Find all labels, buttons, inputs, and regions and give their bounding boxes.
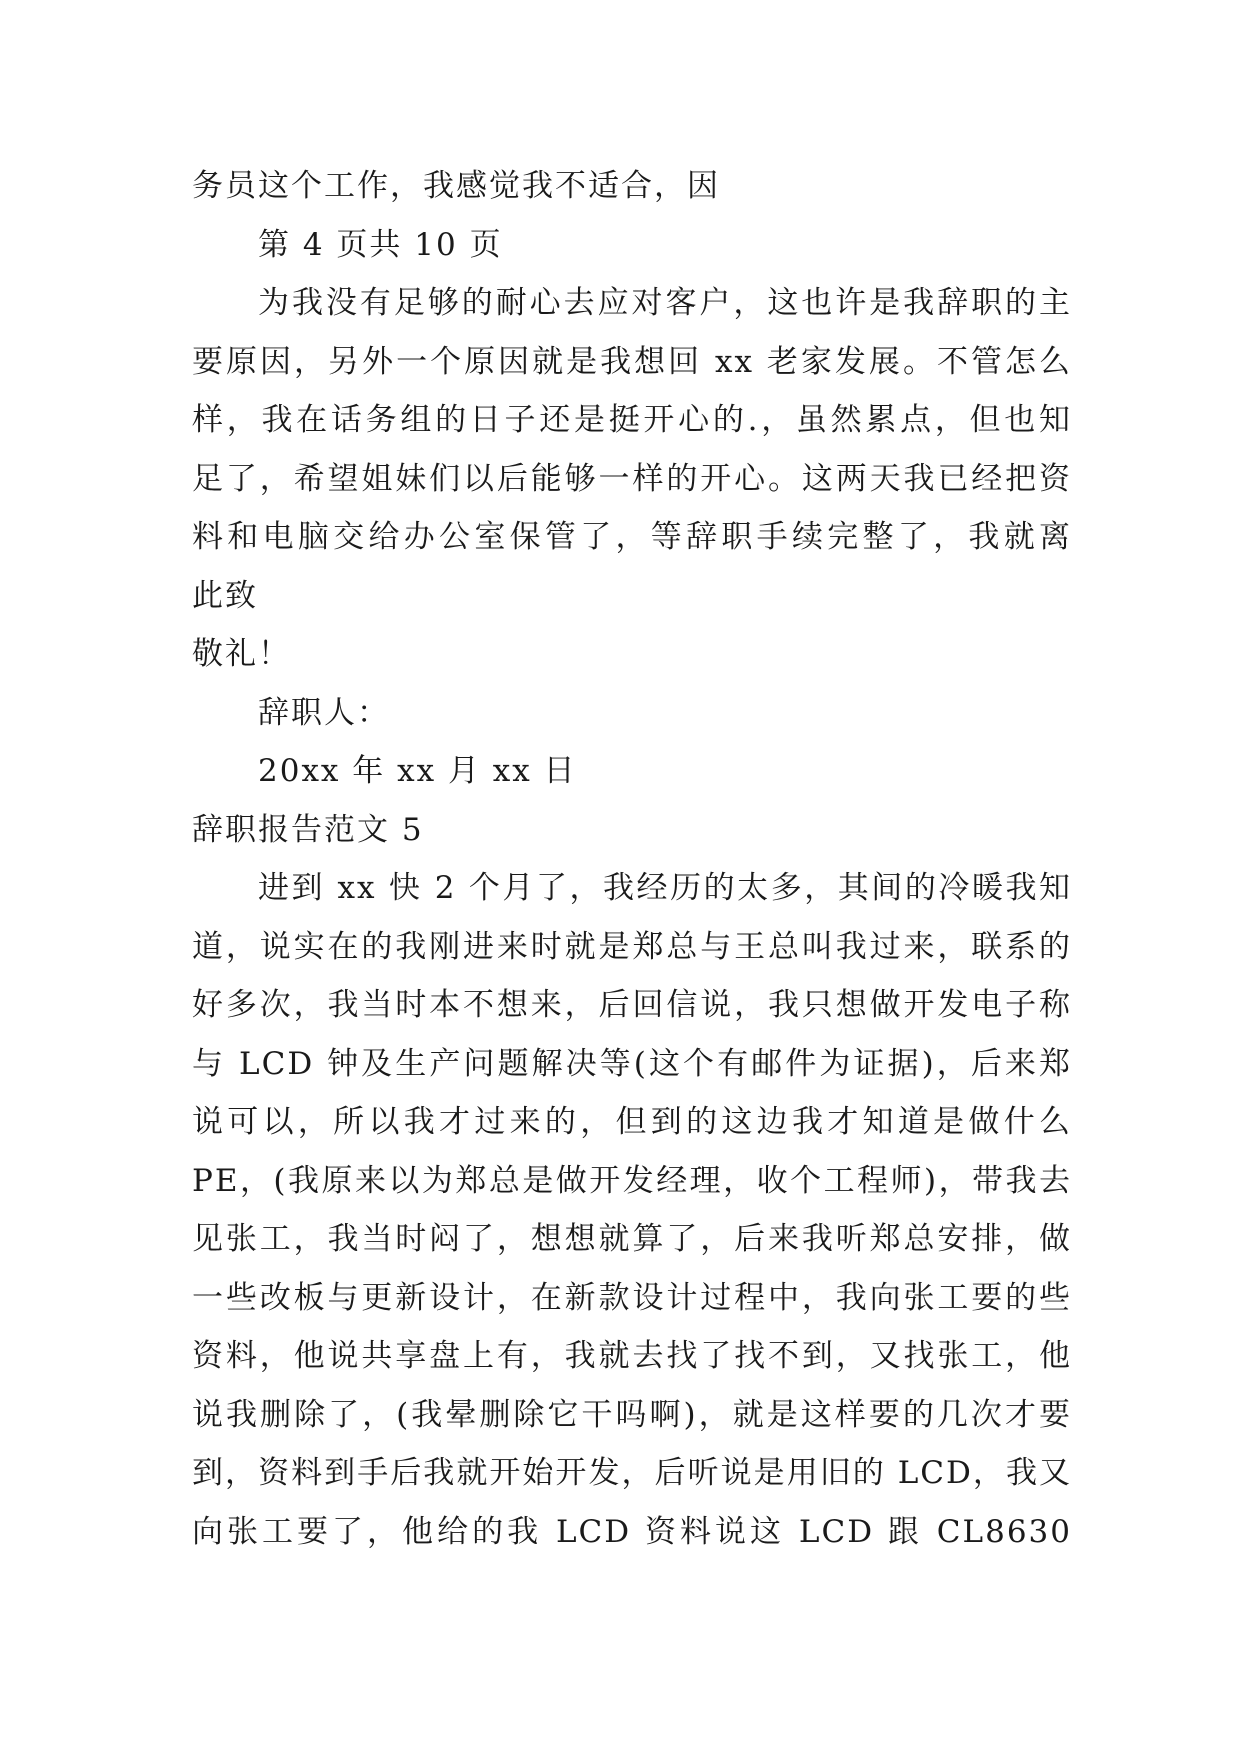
text-line: 足了，希望姐妹们以后能够一样的开心。这两天我已经把资 bbox=[192, 460, 1072, 497]
document-body bbox=[192, 157, 1072, 1561]
text-line: 辞职人： bbox=[258, 694, 390, 731]
text-line: 务员这个工作，我感觉我不适合，因 bbox=[192, 168, 720, 204]
text-line: 见张工，我当时闷了，想想就算了，后来我听郑总安排，做 bbox=[192, 1221, 1072, 1257]
text-line: 说我删除了，(我晕删除它干吗啊)，就是这样要的几次才要 bbox=[192, 1396, 1072, 1433]
text-line: 向张工要了，他给的我 LCD 资料说这 LCD 跟 CL8630 bbox=[192, 1513, 1072, 1550]
text-line: 到，资料到手后我就开始开发，后听说是用旧的 LCD，我又 bbox=[192, 1455, 1072, 1491]
text-line: 20xx 年 xx 月 xx 日 bbox=[258, 753, 577, 789]
text-line: 进到 xx 快 2 个月了，我经历的太多，其间的冷暖我知 bbox=[258, 870, 1072, 906]
text-line: 为我没有足够的耐心去应对客户，这也许是我辞职的主 bbox=[258, 285, 1072, 321]
text-line: 道，说实在的我刚进来时就是郑总与王总叫我过来，联系的 bbox=[192, 928, 1072, 965]
text-line: 第 4 页共 10 页 bbox=[258, 226, 503, 263]
text-line: 此致 bbox=[192, 577, 258, 614]
text-line: 好多次，我当时本不想来，后回信说，我只想做开发电子称 bbox=[192, 987, 1072, 1023]
text-line: PE，(我原来以为郑总是做开发经理，收个工程师)，带我去 bbox=[192, 1162, 1072, 1199]
text-line: 资料，他说共享盘上有，我就去找了找不到，又找张工，他 bbox=[192, 1338, 1072, 1374]
text-line: 一些改板与更新设计，在新款设计过程中，我向张工要的些 bbox=[192, 1279, 1072, 1316]
text-line: 敬礼！ bbox=[192, 636, 291, 672]
text-line: 辞职报告范文 5 bbox=[192, 811, 424, 848]
text-line: 要原因，另外一个原因就是我想回 xx 老家发展。不管怎么 bbox=[192, 343, 1072, 380]
text-line: 料和电脑交给办公室保管了，等辞职手续完整了，我就离 bbox=[192, 519, 1072, 555]
text-line: 说可以，所以我才过来的，但到的这边我才知道是做什么 bbox=[192, 1104, 1072, 1140]
text-line: 与 LCD 钟及生产问题解决等(这个有邮件为证据)，后来郑 bbox=[192, 1045, 1072, 1082]
text-line: 样，我在话务组的日子还是挺开心的.，虽然累点，但也知 bbox=[192, 402, 1072, 438]
